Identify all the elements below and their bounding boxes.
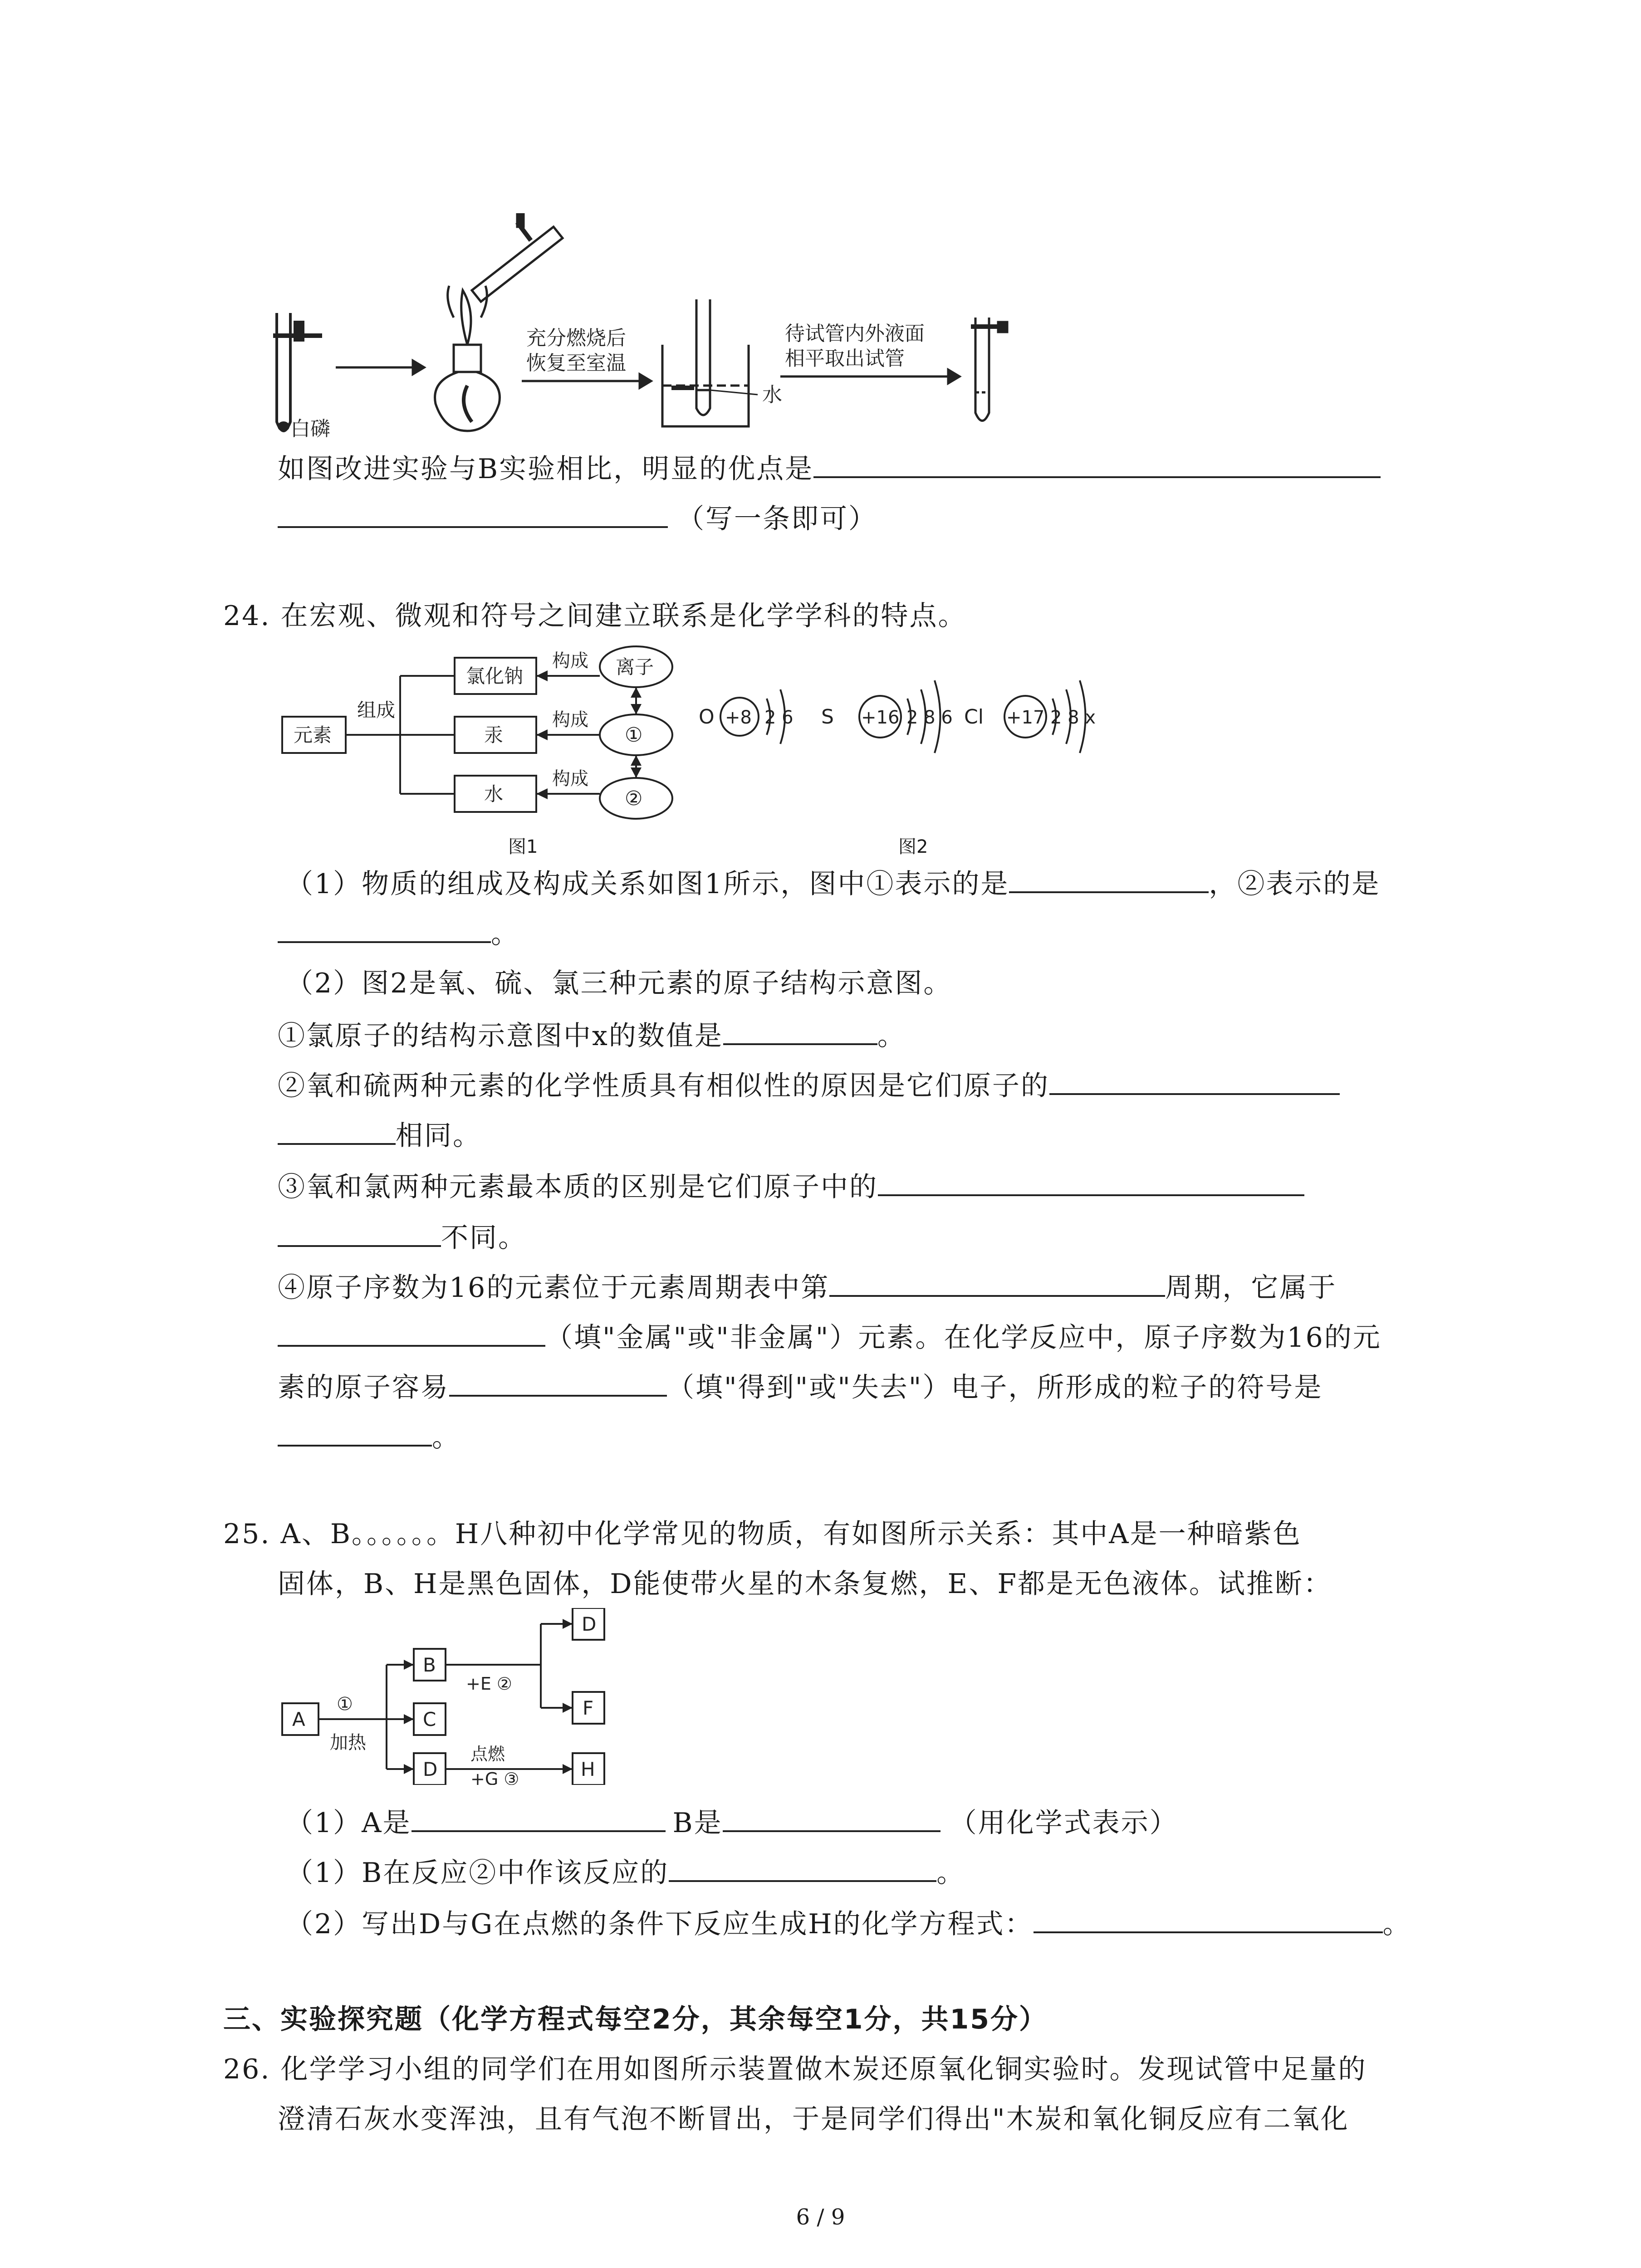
label-d2: D — [582, 1613, 597, 1635]
q24-difference-blank-2[interactable] — [278, 1218, 441, 1247]
q23-advantage-blank-2[interactable] — [278, 499, 668, 528]
reaction1-label: ① — [337, 1694, 353, 1715]
label-h: H — [581, 1758, 595, 1780]
step1-text-line1: 充分燃烧后 — [526, 327, 626, 350]
compose-label: 组成 — [357, 699, 396, 721]
water-label: 水 — [762, 383, 782, 406]
arrow-3 — [780, 370, 960, 383]
q24-part2-2b: 相同。 — [278, 1116, 481, 1154]
o-shells: 2 6 — [764, 707, 794, 728]
q23-advantage-blank-1[interactable] — [813, 449, 1381, 478]
ion-label: 离子 — [616, 656, 654, 678]
q24-metal-blank[interactable] — [278, 1318, 545, 1347]
label-d: D — [423, 1758, 438, 1780]
q25-part3: （2）写出D与G在点燃的条件下反应生成H的化学方程式： 。 — [286, 1904, 1411, 1942]
label-a: A — [292, 1708, 305, 1730]
q24-electron-blank[interactable] — [449, 1368, 667, 1397]
s-shells: 2 8 6 — [906, 707, 953, 728]
q24-similarity-blank-2[interactable] — [278, 1116, 396, 1145]
label-c: C — [423, 1708, 436, 1730]
q24-figure-1 — [278, 644, 731, 862]
q25-b-blank[interactable] — [723, 1803, 941, 1832]
constitute-label-1: 构成 — [552, 650, 588, 671]
heat-label: 加热 — [330, 1732, 366, 1753]
cl-shells: 2 8 x — [1050, 707, 1096, 728]
test-tube-result — [971, 318, 1007, 421]
beaker-with-tube — [662, 299, 758, 426]
arrow-2 — [522, 374, 651, 388]
white-phosphorus-label: 白磷 — [290, 417, 330, 440]
q26-line-1: 26. 化学学习小组的同学们在用如图所示装置做木炭还原氧化铜实验时。发现试管中足量的 — [223, 2053, 1367, 2085]
q24-circle2-blank[interactable] — [278, 914, 491, 943]
alcohol-lamp-heating — [435, 213, 563, 431]
q24-part2-4d: 。 — [278, 1418, 460, 1456]
q25-stem-1: 25. A、B。。。。。。H八种初中化学常见的物质，有如图所示关系：其中A是一种暗紫色 — [223, 1518, 1302, 1550]
constitute-label-3: 构成 — [552, 768, 588, 789]
step1-text-line2: 恢复至室温 — [526, 352, 626, 375]
q24-part2-2: ②氧和硫两种元素的化学性质具有相似性的原因是它们原子的 — [278, 1066, 1340, 1104]
q24-part1-line-2: 。 — [278, 914, 519, 952]
hg-label: 汞 — [484, 724, 504, 746]
circle2-label: ② — [625, 787, 643, 810]
q25-part2: （1）B在反应②中作该反应的 。 — [286, 1853, 965, 1891]
q23-advantage-line: 如图改进实验与B实验相比，明显的优点是 — [278, 449, 1381, 487]
q24-period-blank[interactable] — [829, 1268, 1165, 1297]
q26-line-2: 澄清石灰水变浑浊，且有气泡不断冒出，于是同学们得出"木炭和氧化铜反应有二氧化 — [278, 2103, 1349, 2135]
q24-part2-3b: 不同。 — [278, 1218, 527, 1256]
q24-part2-4: ④原子序数为16的元素位于元素周期表中第 周期，它属于 — [278, 1268, 1337, 1306]
q25-a-blank[interactable] — [411, 1803, 666, 1832]
q24-stem: 24. 在宏观、微观和符号之间建立联系是化学学科的特点。 — [223, 600, 967, 632]
q24-part2-4b: （填"金属"或"非金属"）元素。在化学反应中，原子序数为16的元 — [278, 1318, 1381, 1356]
constitute-label-2: 构成 — [552, 709, 588, 730]
q23-advantage-line-2: （写一条即可） — [278, 499, 877, 537]
s-symbol: S — [821, 705, 834, 728]
circle1-label: ① — [625, 723, 643, 747]
s-nucleus-charge: +16 — [861, 707, 900, 728]
page-number: 6 / 9 — [796, 2204, 845, 2230]
element-label: 元素 — [294, 724, 332, 746]
label-f: F — [583, 1697, 594, 1719]
test-tube-white-phosphorus — [273, 313, 322, 431]
q24-part2-3: ③氧和氯两种元素最本质的区别是它们原子中的 — [278, 1167, 1304, 1205]
q24-x-value-blank[interactable] — [723, 1016, 877, 1045]
step2-text-line1: 待试管内外液面 — [785, 322, 925, 345]
cl-symbol: Cl — [964, 705, 984, 728]
cl-nucleus-charge: +17 — [1006, 707, 1045, 728]
step2-text-line2: 相平取出试管 — [785, 347, 905, 370]
q24-difference-blank-1[interactable] — [878, 1167, 1304, 1196]
q25-relation-diagram — [278, 1608, 641, 1785]
q25-part1: （1）A是 B是 （用化学式表示） — [286, 1803, 1178, 1841]
arrow-1 — [336, 361, 424, 374]
o-symbol: O — [699, 705, 715, 728]
q24-figure-2 — [690, 653, 1143, 780]
q25-role-blank[interactable] — [669, 1853, 936, 1882]
q23-apparatus-diagram — [263, 213, 1089, 449]
q24-part2-intro: （2）图2是氧、硫、氯三种元素的原子结构示意图。 — [286, 968, 952, 999]
water-label-fig1: 水 — [484, 783, 504, 805]
section3-title: 三、实验探究题（化学方程式每空2分，其余每空1分，共15分） — [223, 2004, 1048, 2035]
q24-similarity-blank-1[interactable] — [1049, 1066, 1340, 1095]
q24-part2-4c: 素的原子容易 （填"得到"或"失去"）电子，所形成的粒子的符号是 — [278, 1368, 1323, 1406]
q25-equation-blank[interactable] — [1034, 1904, 1383, 1933]
fig1-caption: 图1 — [508, 836, 538, 857]
q25-stem-2: 固体，B、H是黑色固体，D能使带火星的木条复燃，E、F都是无色液体。试推断： — [278, 1568, 1332, 1600]
label-b: B — [423, 1654, 436, 1676]
plus-e-label: +E ② — [466, 1674, 512, 1694]
fig2-caption: 图2 — [898, 836, 928, 857]
o-nucleus-charge: +8 — [725, 707, 752, 728]
q24-circle1-blank[interactable] — [1009, 864, 1209, 893]
plus-g-label: +G ③ — [470, 1769, 519, 1785]
ignite-label: 点燃 — [470, 1744, 505, 1764]
q24-part2-1: ①氯原子的结构示意图中x的数值是 。 — [278, 1016, 906, 1054]
nacl-label: 氯化钠 — [466, 665, 524, 687]
q24-part1-line: （1）物质的组成及构成关系如图1所示，图中①表示的是 ，②表示的是 — [286, 864, 1380, 902]
q24-symbol-blank[interactable] — [278, 1418, 432, 1447]
